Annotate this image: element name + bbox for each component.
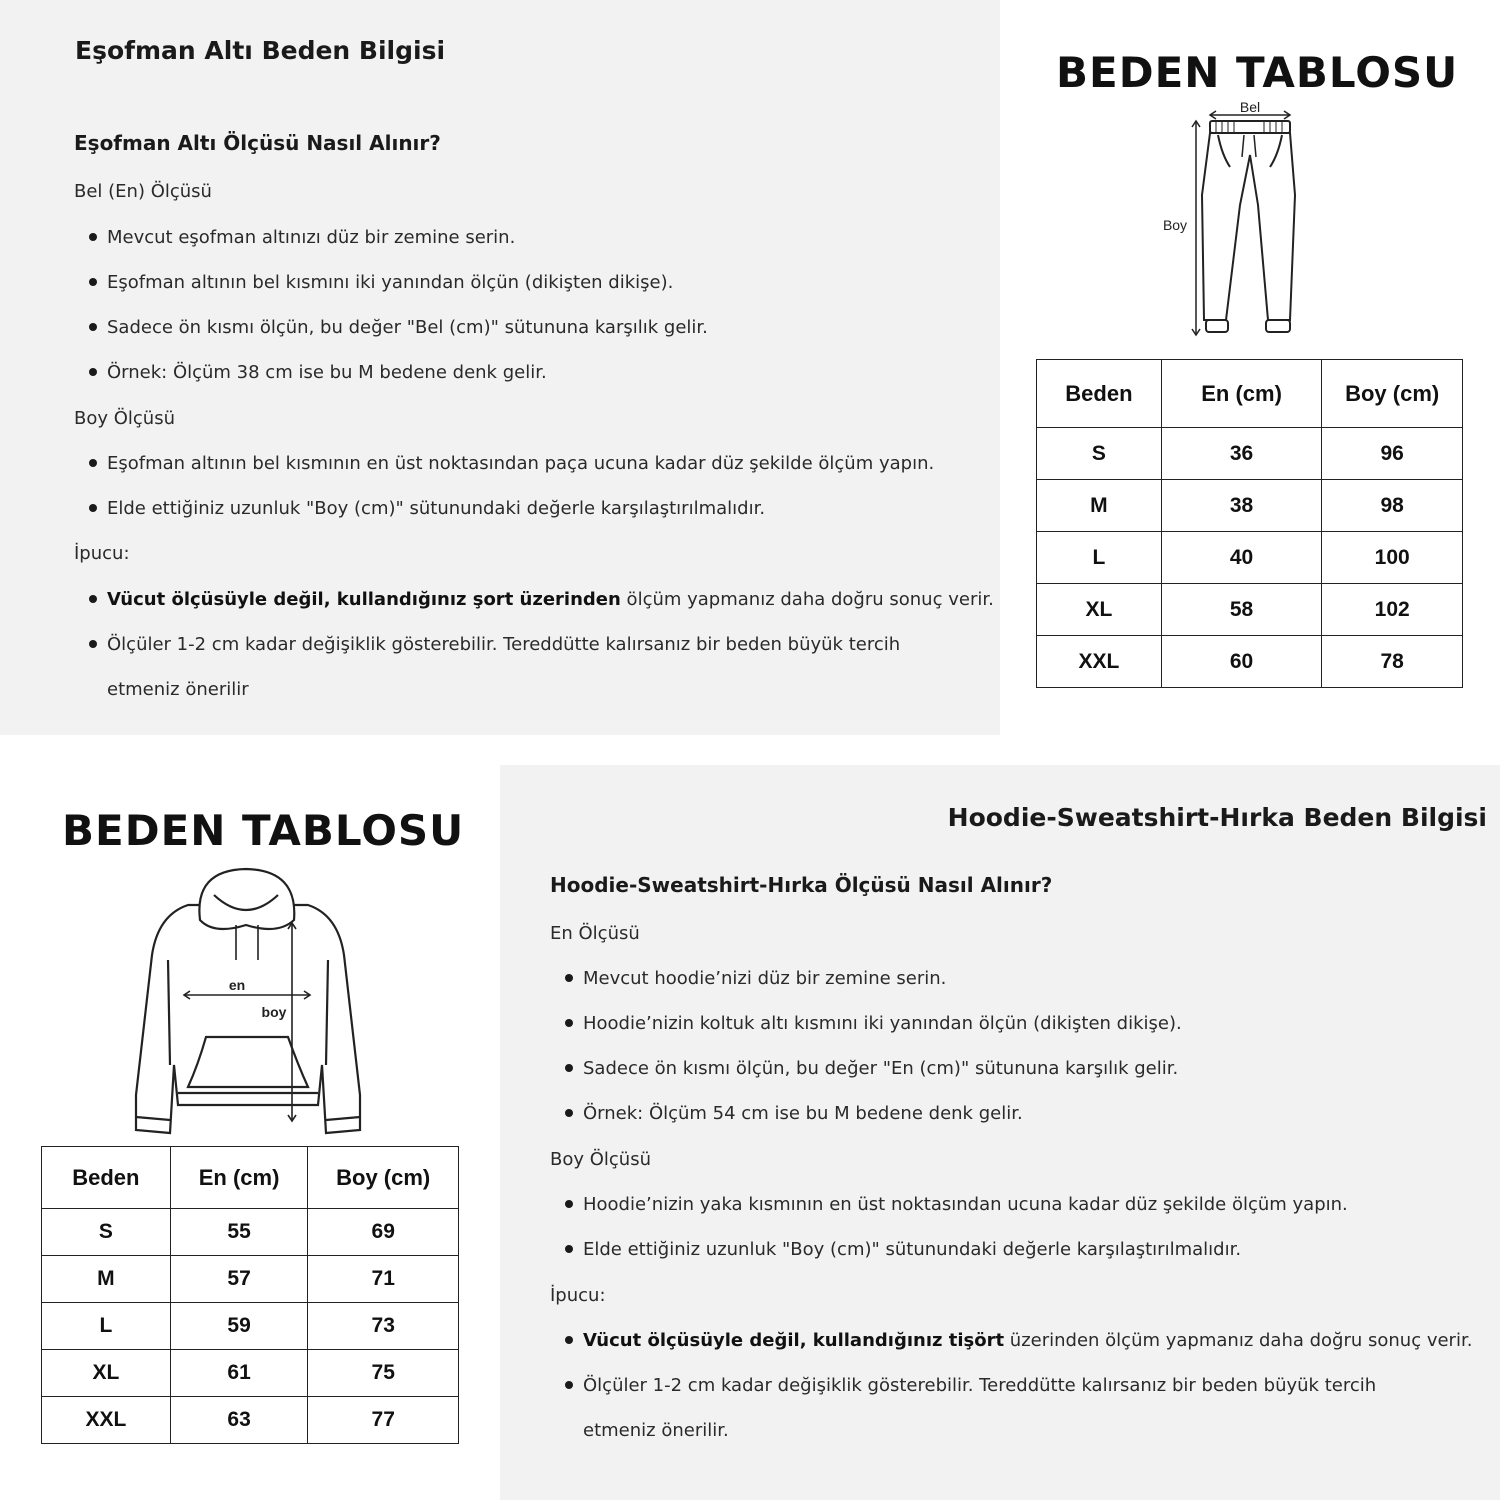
table-cell: 63 [170,1397,308,1444]
table-row [42,1350,459,1397]
table-cell: 77 [308,1397,459,1444]
table-cell: 98 [1322,480,1463,532]
bullet-item: Hoodie’nizin yaka kısmının en üst noktasından ucuna kadar düz şekilde ölçüm yapın. [550,1182,1348,1227]
tip-label: İpucu: [550,1285,606,1306]
table-cell: S [42,1209,171,1256]
tip-label: İpucu: [74,543,130,564]
table-cell: XL [42,1350,171,1397]
table-cell: 57 [170,1256,308,1303]
table-header-cell: Beden [42,1147,171,1209]
table-cell: 78 [1322,636,1463,688]
table-header-cell: En (cm) [170,1147,308,1209]
bullet-item: Mevcut eşofman altınızı düz bir zemine serin. [74,215,515,260]
table-row [1037,584,1463,636]
table-cell: 75 [308,1350,459,1397]
bullet-item: Örnek: Ölçüm 54 cm ise bu M bedene denk gelir. [550,1091,1023,1136]
bullet-item: Eşofman altının bel kısmının en üst noktasından paça ucuna kadar düz şekilde ölçüm yapın. [74,441,934,486]
table-row [42,1256,459,1303]
bullet-item: Mevcut hoodie’nizi düz bir zemine serin. [550,956,946,1001]
tip-item: Ölçüler 1-2 cm kadar değişiklik gösterebilir. Tereddütte kalırsanız bir beden büyük tercih etmeniz önerilir. [550,1363,1430,1453]
waist-label: Bel [1239,99,1261,115]
table-cell: 55 [170,1209,308,1256]
tip-bold-text: Vücut ölçüsüyle değil, kullandığınız şort üzerinden [107,589,621,610]
table-header-cell: Boy (cm) [308,1147,459,1209]
table-cell: S [1037,428,1162,480]
table-row [1037,480,1463,532]
table-header-cell: Beden [1037,360,1162,428]
table-row [42,1397,459,1444]
table-header-cell: En (cm) [1161,360,1322,428]
section-label-width: En Ölçüsü [550,923,640,944]
hoodie-info-panel [500,765,1500,1500]
table-cell: 61 [170,1350,308,1397]
pants-diagram [1150,95,1350,345]
table-row [42,1303,459,1350]
hoodie-chart-title: BEDEN TABLOSU [62,806,465,855]
bullet-item: Eşofman altının bel kısmını iki yanından ölçün (dikişten dikişe). [74,260,673,305]
pants-info-subtitle: Eşofman Altı Ölçüsü Nasıl Alınır? [74,131,441,155]
table-row [1037,636,1463,688]
table-cell: M [42,1256,171,1303]
section-label-waist: Bel (En) Ölçüsü [74,181,212,202]
table-cell: 73 [308,1303,459,1350]
length-label: boy [261,1004,287,1020]
length-label: Boy [1162,217,1188,233]
table-cell: XXL [1037,636,1162,688]
bullet-item: Sadece ön kısmı ölçün, bu değer "Bel (cm)" sütununa karşılık gelir. [74,305,708,350]
length-arrow [1192,121,1200,335]
table-cell: 60 [1161,636,1322,688]
hoodie-size-table [41,1146,459,1444]
pants-outline [1202,121,1295,332]
tip-item: Ölçüler 1-2 cm kadar değişiklik gösterebilir. Tereddütte kalırsanız bir beden büyük tercih etmeniz önerilir [74,622,954,712]
table-row [1037,532,1463,584]
table-header-row [1037,360,1463,428]
table-cell: 71 [308,1256,459,1303]
hoodie-info-title: Hoodie-Sweatshirt-Hırka Beden Bilgisi [947,803,1487,832]
bullet-item: Hoodie’nizin koltuk altı kısmını iki yanından ölçün (dikişten dikişe). [550,1001,1182,1046]
bullet-item: Örnek: Ölçüm 38 cm ise bu M bedene denk gelir. [74,350,547,395]
tip-rest-text: üzerinden ölçüm yapmanız daha doğru sonuç verir. [1004,1330,1473,1351]
pants-chart-title: BEDEN TABLOSU [1056,48,1459,97]
table-cell: XXL [42,1397,171,1444]
width-label: en [228,977,246,993]
hoodie-diagram [128,865,368,1140]
table-cell: M [1037,480,1162,532]
section-label-length: Boy Ölçüsü [74,408,175,429]
table-cell: 96 [1322,428,1463,480]
pants-info-title: Eşofman Altı Beden Bilgisi [75,36,446,65]
tip-rest-text: ölçüm yapmanız daha doğru sonuç verir. [620,589,994,610]
table-cell: L [42,1303,171,1350]
pants-size-table [1036,359,1463,688]
section-label-length: Boy Ölçüsü [550,1149,651,1170]
table-cell: 69 [308,1209,459,1256]
table-cell: 58 [1161,584,1322,636]
table-cell: L [1037,532,1162,584]
table-cell: 40 [1161,532,1322,584]
tip-item [74,577,994,622]
pants-info-panel [0,0,1000,735]
table-row [42,1209,459,1256]
bullet-item: Elde ettiğiniz uzunluk "Boy (cm)" sütunundaki değerle karşılaştırılmalıdır. [550,1227,1241,1272]
bullet-item: Sadece ön kısmı ölçün, bu değer "En (cm)" sütununa karşılık gelir. [550,1046,1178,1091]
table-cell: XL [1037,584,1162,636]
table-cell: 102 [1322,584,1463,636]
bullet-item: Elde ettiğiniz uzunluk "Boy (cm)" sütunundaki değerle karşılaştırılmalıdır. [74,486,765,531]
hoodie-info-subtitle: Hoodie-Sweatshirt-Hırka Ölçüsü Nasıl Alınır? [550,873,1053,897]
table-cell: 59 [170,1303,308,1350]
hoodie-outline [136,869,360,1133]
tip-item [550,1318,1472,1363]
table-row [1037,428,1463,480]
table-header-cell: Boy (cm) [1322,360,1463,428]
table-cell: 38 [1161,480,1322,532]
table-header-row [42,1147,459,1209]
tip-bold-text: Vücut ölçüsüyle değil, kullandığınız tişört [583,1330,1005,1351]
table-cell: 36 [1161,428,1322,480]
table-cell: 100 [1322,532,1463,584]
